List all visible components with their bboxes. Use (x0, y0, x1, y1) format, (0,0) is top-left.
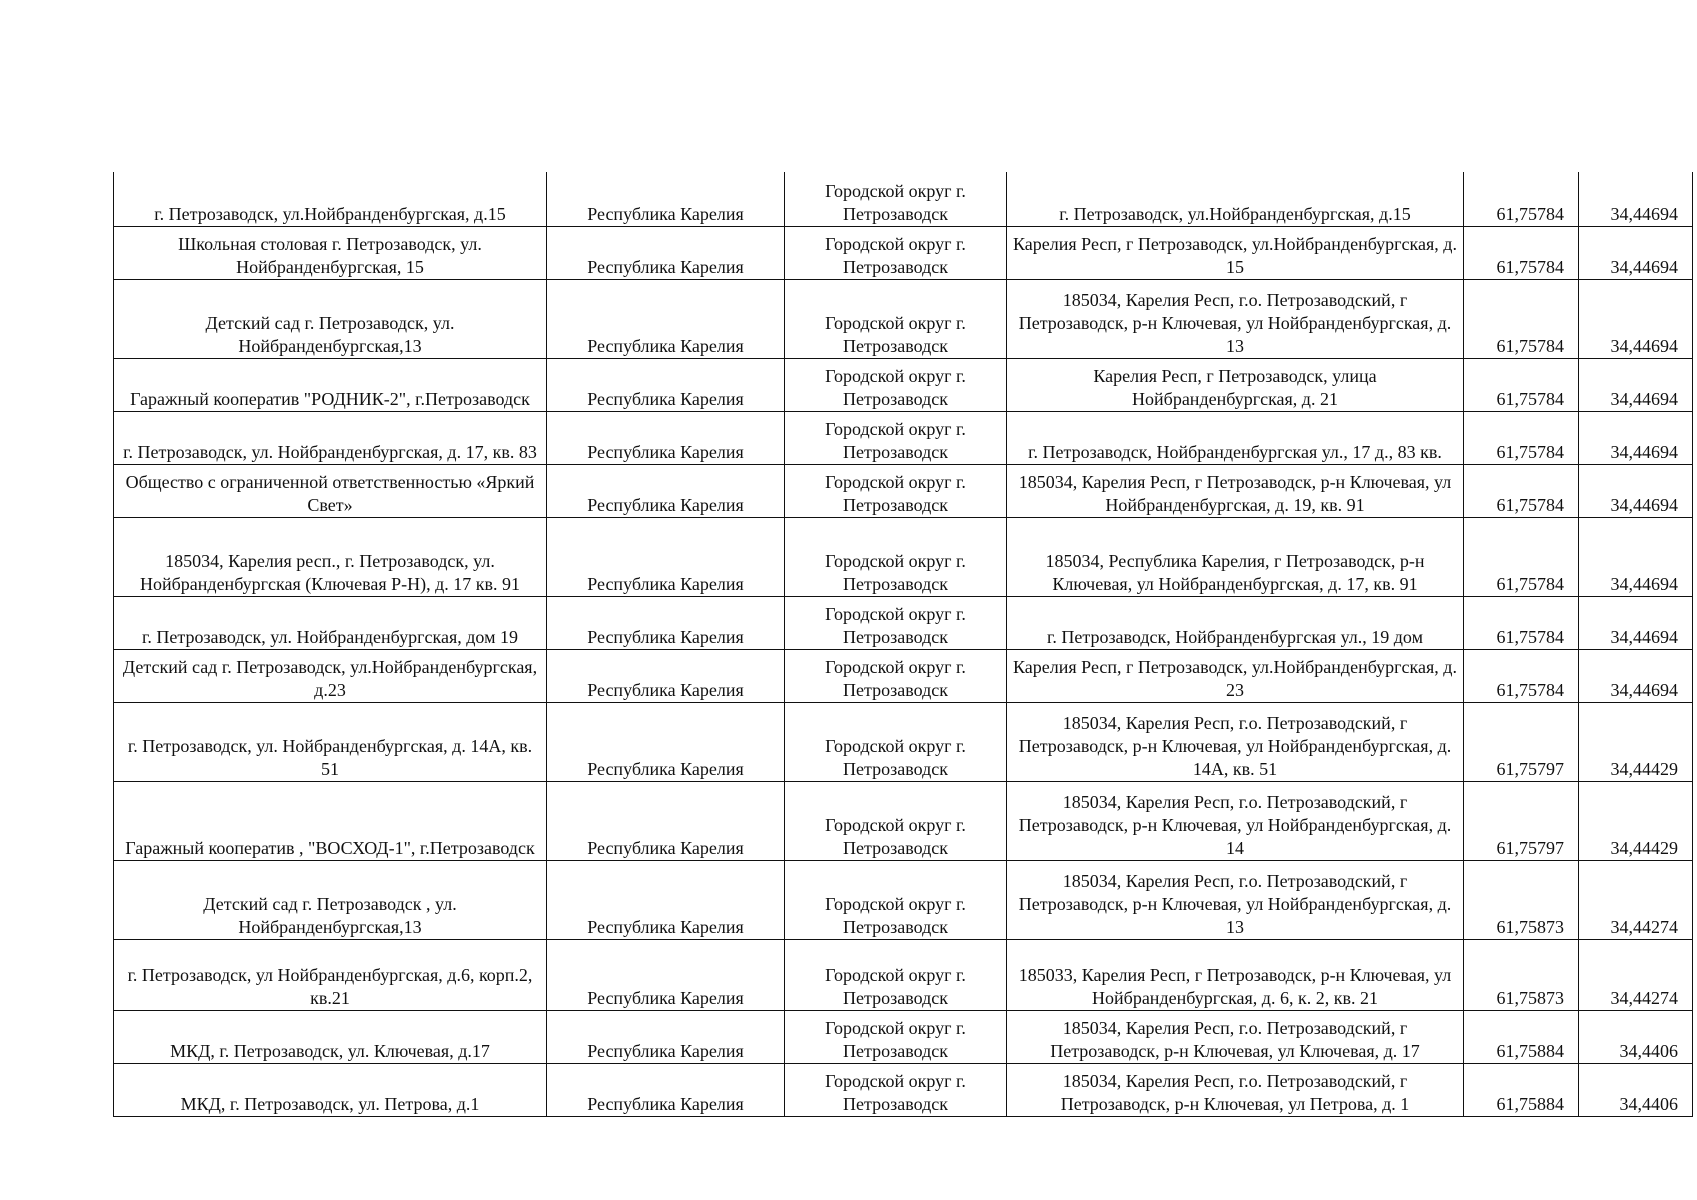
longitude-cell: 34,44274 (1579, 860, 1693, 939)
latitude-cell: 61,75784 (1464, 596, 1579, 649)
longitude-cell: 34,44694 (1579, 649, 1693, 702)
object-name-cell: Детский сад г. Петрозаводск , ул. Нойбранденбургская,13 (114, 860, 547, 939)
address-cell: Карелия Респ, г Петрозаводск, ул.Нойбранденбургская, д. 23 (1007, 649, 1464, 702)
region-cell: Республика Карелия (547, 649, 785, 702)
address-cell: 185034, Карелия Респ, г.о. Петрозаводский, г Петрозаводск, р-н Ключевая, ул Нойбранденбургская, д. 14 (1007, 781, 1464, 860)
object-name-cell: г. Петрозаводск, ул. Нойбранденбургская, д. 14А, кв. 51 (114, 702, 547, 781)
district-cell: Городской округ г. Петрозаводск (785, 596, 1007, 649)
object-name-cell: Общество с ограниченной ответственностью «Яркий Свет» (114, 464, 547, 517)
region-cell: Республика Карелия (547, 781, 785, 860)
region-cell: Республика Карелия (547, 596, 785, 649)
region-cell: Республика Карелия (547, 358, 785, 411)
table-row (114, 860, 1693, 939)
latitude-cell: 61,75784 (1464, 517, 1579, 596)
longitude-cell: 34,44694 (1579, 226, 1693, 279)
district-cell: Городской округ г. Петрозаводск (785, 649, 1007, 702)
latitude-cell: 61,75873 (1464, 939, 1579, 1010)
table-row (114, 702, 1693, 781)
longitude-cell: 34,4406 (1579, 1010, 1693, 1063)
region-cell: Республика Карелия (547, 226, 785, 279)
table-row (114, 596, 1693, 649)
latitude-cell: 61,75884 (1464, 1010, 1579, 1063)
address-cell: 185034, Карелия Респ, г.о. Петрозаводский, г Петрозаводск, р-н Ключевая, ул Нойбранденбургская, д. 13 (1007, 860, 1464, 939)
address-cell: 185034, Карелия Респ, г.о. Петрозаводский, г Петрозаводск, р-н Ключевая, ул Петрова, д. 1 (1007, 1063, 1464, 1116)
object-name-cell: Детский сад г. Петрозаводск, ул.Нойбранденбургская, д.23 (114, 649, 547, 702)
latitude-cell: 61,75797 (1464, 702, 1579, 781)
object-name-cell: МКД, г. Петрозаводск, ул. Ключевая, д.17 (114, 1010, 547, 1063)
table-row (114, 172, 1693, 226)
table-row (114, 464, 1693, 517)
longitude-cell: 34,44694 (1579, 596, 1693, 649)
district-cell: Городской округ г. Петрозаводск (785, 226, 1007, 279)
latitude-cell: 61,75884 (1464, 1063, 1579, 1116)
district-cell: Городской округ г. Петрозаводск (785, 781, 1007, 860)
longitude-cell: 34,44429 (1579, 781, 1693, 860)
latitude-cell: 61,75873 (1464, 860, 1579, 939)
district-cell: Городской округ г. Петрозаводск (785, 702, 1007, 781)
address-cell: 185034, Карелия Респ, г.о. Петрозаводский, г Петрозаводск, р-н Ключевая, ул Нойбранденбургская, д. 13 (1007, 279, 1464, 358)
district-cell: Городской округ г. Петрозаводск (785, 517, 1007, 596)
object-name-cell: Гаражный кооператив "РОДНИК-2", г.Петрозаводск (114, 358, 547, 411)
table-row (114, 358, 1693, 411)
district-cell: Городской округ г. Петрозаводск (785, 939, 1007, 1010)
object-name-cell: г. Петрозаводск, ул.Нойбранденбургская, д.15 (114, 172, 547, 226)
latitude-cell: 61,75784 (1464, 279, 1579, 358)
latitude-cell: 61,75797 (1464, 781, 1579, 860)
table-row (114, 1010, 1693, 1063)
longitude-cell: 34,44694 (1579, 411, 1693, 464)
district-cell: Городской округ г. Петрозаводск (785, 860, 1007, 939)
region-cell: Республика Карелия (547, 172, 785, 226)
region-cell: Республика Карелия (547, 1010, 785, 1063)
region-cell: Республика Карелия (547, 939, 785, 1010)
address-cell: Карелия Респ, г Петрозаводск, ул.Нойбранденбургская, д. 15 (1007, 226, 1464, 279)
address-cell: г. Петрозаводск, Нойбранденбургская ул., 19 дом (1007, 596, 1464, 649)
table-row (114, 1063, 1693, 1116)
longitude-cell: 34,44429 (1579, 702, 1693, 781)
table-row (114, 279, 1693, 358)
region-cell: Республика Карелия (547, 279, 785, 358)
table-row (114, 649, 1693, 702)
latitude-cell: 61,75784 (1464, 226, 1579, 279)
region-cell: Республика Карелия (547, 411, 785, 464)
object-name-cell: МКД, г. Петрозаводск, ул. Петрова, д.1 (114, 1063, 547, 1116)
latitude-cell: 61,75784 (1464, 172, 1579, 226)
object-name-cell: г. Петрозаводск, ул. Нойбранденбургская, дом 19 (114, 596, 547, 649)
longitude-cell: 34,4406 (1579, 1063, 1693, 1116)
object-name-cell: Детский сад г. Петрозаводск, ул. Нойбранденбургская,13 (114, 279, 547, 358)
district-cell: Городской округ г. Петрозаводск (785, 358, 1007, 411)
region-cell: Республика Карелия (547, 464, 785, 517)
district-cell: Городской округ г. Петрозаводск (785, 464, 1007, 517)
region-cell: Республика Карелия (547, 1063, 785, 1116)
latitude-cell: 61,75784 (1464, 358, 1579, 411)
table-row (114, 939, 1693, 1010)
longitude-cell: 34,44274 (1579, 939, 1693, 1010)
latitude-cell: 61,75784 (1464, 464, 1579, 517)
longitude-cell: 34,44694 (1579, 358, 1693, 411)
address-cell: 185034, Карелия Респ, г Петрозаводск, р-н Ключевая, ул Нойбранденбургская, д. 19, кв. 91 (1007, 464, 1464, 517)
longitude-cell: 34,44694 (1579, 517, 1693, 596)
address-cell: 185034, Карелия Респ, г.о. Петрозаводский, г Петрозаводск, р-н Ключевая, ул Нойбранденбургская, д. 14А, кв. 51 (1007, 702, 1464, 781)
address-cell: г. Петрозаводск, ул.Нойбранденбургская, д.15 (1007, 172, 1464, 226)
table-row (114, 411, 1693, 464)
address-cell: 185034, Карелия Респ, г.о. Петрозаводский, г Петрозаводск, р-н Ключевая, ул Ключевая, д. 17 (1007, 1010, 1464, 1063)
longitude-cell: 34,44694 (1579, 172, 1693, 226)
region-cell: Республика Карелия (547, 860, 785, 939)
objects-table (113, 172, 1693, 1117)
region-cell: Республика Карелия (547, 702, 785, 781)
district-cell: Городской округ г. Петрозаводск (785, 411, 1007, 464)
object-name-cell: г. Петрозаводск, ул Нойбранденбургская, д.6, корп.2, кв.21 (114, 939, 547, 1010)
longitude-cell: 34,44694 (1579, 279, 1693, 358)
latitude-cell: 61,75784 (1464, 411, 1579, 464)
table-row (114, 517, 1693, 596)
object-name-cell: Школьная столовая г. Петрозаводск, ул. Нойбранденбургская, 15 (114, 226, 547, 279)
latitude-cell: 61,75784 (1464, 649, 1579, 702)
address-cell: 185034, Республика Карелия, г Петрозаводск, р-н Ключевая, ул Нойбранденбургская, д. 17, кв. 91 (1007, 517, 1464, 596)
district-cell: Городской округ г. Петрозаводск (785, 172, 1007, 226)
object-name-cell: Гаражный кооператив , "ВОСХОД-1", г.Петрозаводск (114, 781, 547, 860)
district-cell: Городской округ г. Петрозаводск (785, 1063, 1007, 1116)
object-name-cell: 185034, Карелия респ., г. Петрозаводск, ул. Нойбранденбургская (Ключевая Р-Н), д. 17 кв. 91 (114, 517, 547, 596)
longitude-cell: 34,44694 (1579, 464, 1693, 517)
table-body (114, 172, 1693, 1116)
address-cell: г. Петрозаводск, Нойбранденбургская ул., 17 д., 83 кв. (1007, 411, 1464, 464)
address-cell: Карелия Респ, г Петрозаводск, улица Нойбранденбургская, д. 21 (1007, 358, 1464, 411)
district-cell: Городской округ г. Петрозаводск (785, 279, 1007, 358)
table-row (114, 226, 1693, 279)
district-cell: Городской округ г. Петрозаводск (785, 1010, 1007, 1063)
region-cell: Республика Карелия (547, 517, 785, 596)
table-row (114, 781, 1693, 860)
address-cell: 185033, Карелия Респ, г Петрозаводск, р-н Ключевая, ул Нойбранденбургская, д. 6, к. 2, кв. 21 (1007, 939, 1464, 1010)
object-name-cell: г. Петрозаводск, ул. Нойбранденбургская, д. 17, кв. 83 (114, 411, 547, 464)
